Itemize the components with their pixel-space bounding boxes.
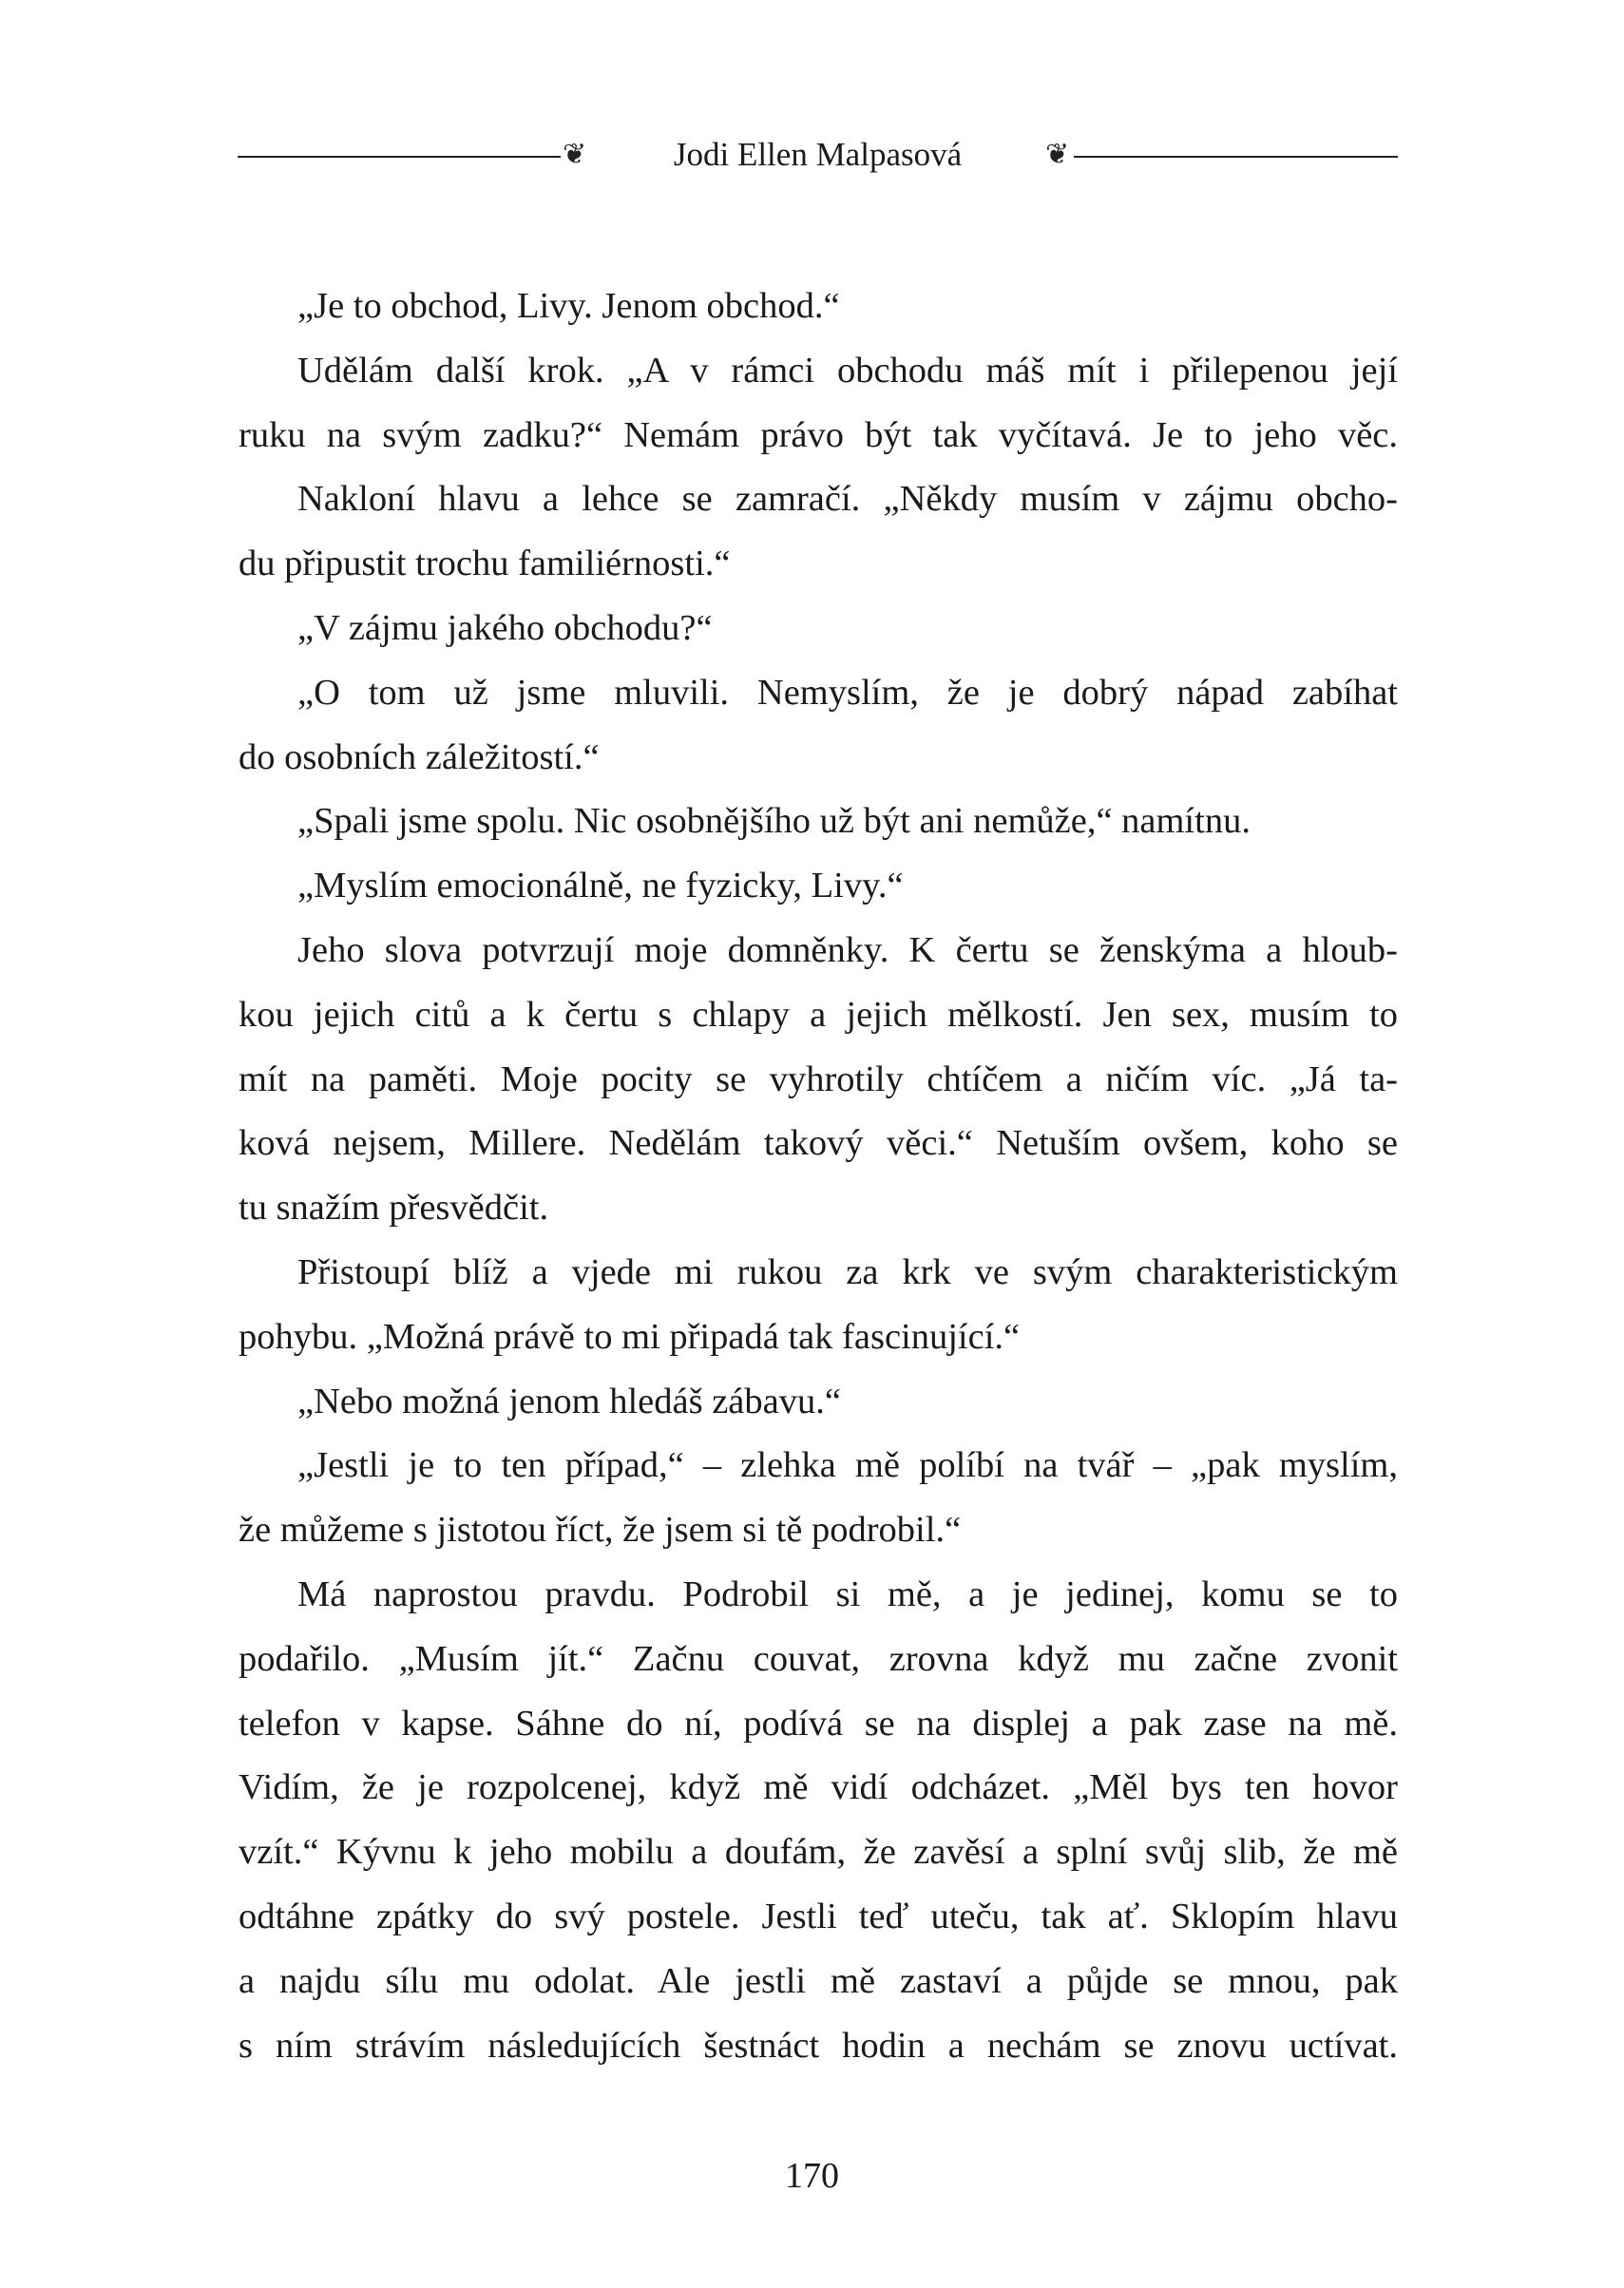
text-line: že můžeme s jistotou říct, že jsem si tě podrobil.“ xyxy=(239,1510,962,1551)
text-line: podařilo. „Musím jít.“ Začnu couvat, zrovna když mu začne zvonit xyxy=(239,1638,1398,1679)
text-line: „O tom už jsme mluvili. Nemyslím, že je dobrý nápad zabíhat xyxy=(297,672,1398,713)
text-line: Vidím, že je rozpolcenej, když mě vidí odcházet. „Měl bys ten hovor xyxy=(239,1767,1398,1808)
text-line: tu snažím přesvědčit. xyxy=(239,1188,549,1229)
floral-ornament-icon: ❦ xyxy=(1045,139,1070,170)
text-line: s ním strávím následujících šestnáct hodin a nechám se znovu uctívat. xyxy=(239,2025,1398,2066)
text-line: Má naprostou pravdu. Podrobil si mě, a je jedinej, komu se to xyxy=(297,1573,1398,1614)
text-line: „Spali jsme spolu. Nic osobnějšího už být ani nemůže,“ namítnu. xyxy=(297,801,1251,842)
text-line: Udělám další krok. „A v rámci obchodu máš mít i přilepenou její xyxy=(297,350,1398,391)
text-line: telefon v kapse. Sáhne do ní, podívá se na displej a pak zase na mě. xyxy=(239,1703,1398,1744)
body-text xyxy=(239,281,1398,2085)
page-number: 170 xyxy=(785,2156,839,2196)
text-line: ková nejsem, Millere. Nedělám takový věci.“ Netuším ovšem, koho se xyxy=(239,1123,1398,1164)
running-header xyxy=(238,128,1398,185)
text-line: pohybu. „Možná právě to mi připadá tak fascinující.“ xyxy=(239,1316,1021,1357)
text-line: „Nebo možná jenom hledáš zábavu.“ xyxy=(297,1381,841,1421)
text-line: vzít.“ Kývnu k jeho mobilu a doufám, že zavěsí a splní svůj slib, že mě xyxy=(239,1832,1398,1873)
text-line: odtáhne zpátky do svý postele. Jestli teď uteču, tak ať. Sklopím hlavu xyxy=(239,1896,1398,1936)
text-line: kou jejich citů a k čertu s chlapy a jejich mělkostí. Jen sex, musím to xyxy=(239,994,1398,1035)
header-rule-right xyxy=(1074,156,1398,158)
author-name: Jodi Ellen Malpasová xyxy=(673,136,963,173)
text-line: Jeho slova potvrzují moje domněnky. K čertu se ženskýma a hloub- xyxy=(297,929,1398,970)
text-line: a najdu sílu mu odolat. Ale jestli mě zastaví a půjde se mnou, pak xyxy=(239,1960,1398,2001)
text-line: „Je to obchod, Livy. Jenom obchod.“ xyxy=(297,286,840,326)
text-line: Nakloní hlavu a lehce se zamračí. „Někdy musím v zájmu obcho- xyxy=(297,479,1398,520)
text-line: du připustit trochu familiérnosti.“ xyxy=(239,543,731,584)
floral-ornament-icon: ❦ xyxy=(563,139,587,170)
text-line: do osobních záležitostí.“ xyxy=(239,736,600,777)
text-line: „Myslím emocionálně, ne fyzicky, Livy.“ xyxy=(297,866,904,906)
text-line: mít na paměti. Moje pocity se vyhrotily chtíčem a ničím víc. „Já ta- xyxy=(239,1058,1398,1099)
text-line: ruku na svým zadku?“ Nemám právo být tak vyčítavá. Je to jeho věc. xyxy=(239,414,1398,455)
text-line: Přistoupí blíž a vjede mi rukou za krk ve svým charakteristickým xyxy=(297,1251,1398,1292)
text-line: „V zájmu jakého obchodu?“ xyxy=(297,607,713,648)
text-line: „Jestli je to ten případ,“ – zlehka mě políbí na tvář – „pak myslím, xyxy=(297,1445,1398,1486)
